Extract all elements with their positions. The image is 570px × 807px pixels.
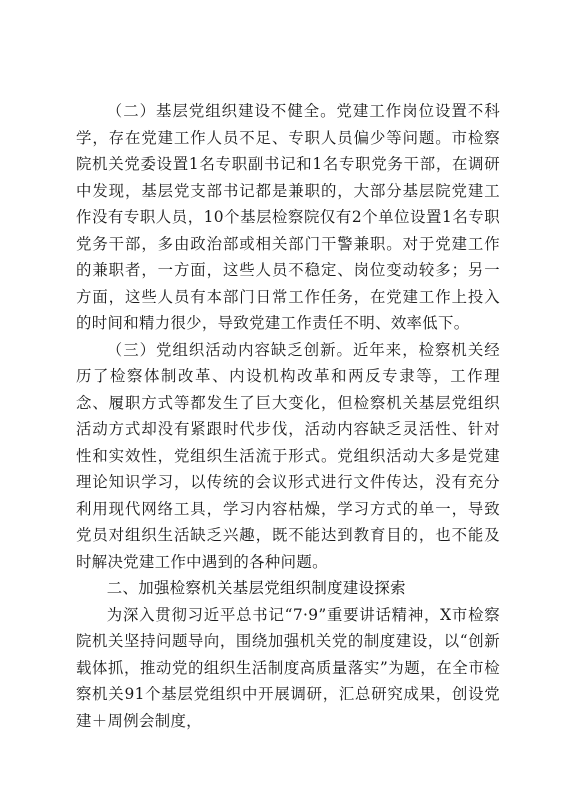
paragraph-basic-party-organization: （二）基层党组织建设不健全。党建工作岗位设置不科学，存在党建工作人员不足、专职人员偏少等问题。市检察院机关党委设置1名专职副书记和1名专职党务干部，在调研中发现，基层党支部书记都是兼职的，大部分基层院党建工作没有专职人员，10个基层检察院仅有2个单位设置1名专职党务干部，多由政治部或相关部门干警兼职。对于党建工作的兼职者，一方面，这些人员不稳定、岗位变动较多；另一方面，这些人员有本部门日常工作任务，在党建工作上投入的时间和精力很少，导致党建工作责任不明、效率低下。 bbox=[76, 102, 500, 332]
paragraph-activity-content: （三）党组织活动内容缺乏创新。近年来，检察机关经历了检察体制改革、内设机构改革和两反专隶等，工作理念、履职方式等都发生了巨大变化，但检察机关基层党组织活动方式却没有紧跟时代步伐，活动内容缺乏灵活性、针对性和实效性，党组织生活流于形式。党组织活动大多是党建理论知识学习，以传统的会议形式进行文件传达，没有充分利用现代网络工具，学习内容枯燥，学习方式的单一，导致党员对组织生活缺乏兴趣，既不能达到教育目的，也不能及时解决党建工作中遇到的各种问题。 bbox=[76, 340, 500, 571]
section-heading: 二、加强检察机关基层党组织制度建设探索 bbox=[106, 579, 406, 597]
paragraph-exploration: 为深入贯彻习近平总书记“7·9”重要讲话精神，X市检察院机关坚持问题导向，围绕加强机关党的制度建设，以“创新载体抓，推动党的组织生活制度高质量落实”为题，在全市检察机关91个基层党组织中开展调研，汇总研究成果，创设党建＋周例会制度， bbox=[76, 605, 500, 730]
document-body bbox=[76, 98, 500, 734]
